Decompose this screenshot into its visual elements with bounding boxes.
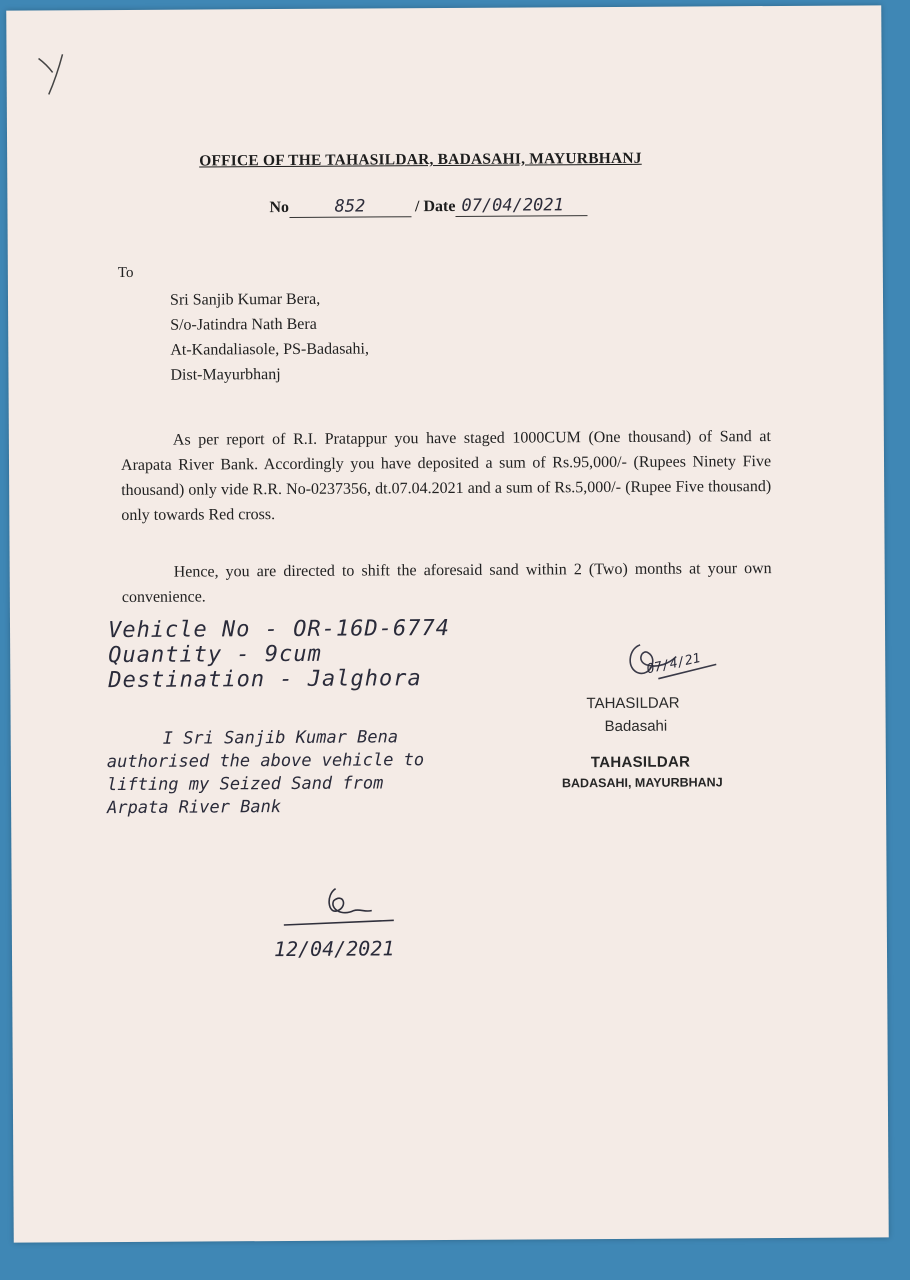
signatory-place: Badasahi — [604, 717, 668, 736]
vehicle-number-line: Vehicle No - OR-16D-6774 — [107, 615, 450, 644]
to-label: To — [117, 264, 134, 282]
office-title: OFFICE OF THE TAHASILDAR, BADASAHI, MAYURBHANJ — [199, 149, 642, 170]
signature-date: 12/04/2021 — [273, 936, 395, 962]
address-line: Dist-Mayurbhanj — [170, 366, 281, 384]
address-line: S/o-Jatindra Nath Bera — [170, 315, 317, 334]
reference-no-label: No — [269, 198, 290, 217]
seal-line-2: BADASAHI, MAYURBHANJ — [561, 775, 723, 791]
date-label: / Date — [414, 197, 456, 216]
reference-line — [269, 195, 587, 218]
recipient-address — [170, 286, 369, 387]
letter-paper — [6, 5, 889, 1242]
officer-initial-date: 07/4/21 — [645, 650, 703, 678]
body-paragraph-1: As per report of R.I. Pratappur you have staged 1000CUM (One thousand) of Sand at Arapata River Bank. Accordingly you have deposited a sum of Rs.95,000/- (Rupees Ninety Five thousand) only vide R.R. No-0237356, dt.07.04.2021 and a sum of Rs.5,000/- (Rupee Five thousand) only towards Red cross. — [120, 428, 772, 524]
date-value: 07/04/2021 — [455, 195, 587, 217]
seal-line-1: TAHASILDAR — [590, 753, 691, 772]
authorization-line: lifting my Seized Sand from — [106, 773, 384, 796]
body-paragraph-2: Hence, you are directed to shift the aforesaid sand within 2 (Two) months at your own convenience. — [121, 560, 772, 606]
address-line: Sri Sanjib Kumar Bera, — [169, 290, 321, 309]
signatory-designation: TAHASILDAR — [586, 694, 680, 713]
authorization-line: authorised the above vehicle to — [106, 750, 425, 773]
handwritten-authorization — [107, 726, 425, 820]
authorization-line: Arpata River Bank — [107, 797, 282, 819]
recipient-signature — [274, 880, 414, 931]
destination-line: Destination - Jalghora — [108, 666, 422, 694]
address-line: At-Kandaliasole, PS-Badasahi, — [170, 340, 369, 359]
quantity-line: Quantity - 9cum — [108, 641, 322, 669]
reference-no-value: 852 — [289, 196, 411, 218]
authorization-line: I Sri Sanjib Kumar Bena — [162, 727, 399, 749]
handwritten-vehicle-details — [108, 616, 450, 693]
corner-tick-mark — [34, 50, 74, 100]
